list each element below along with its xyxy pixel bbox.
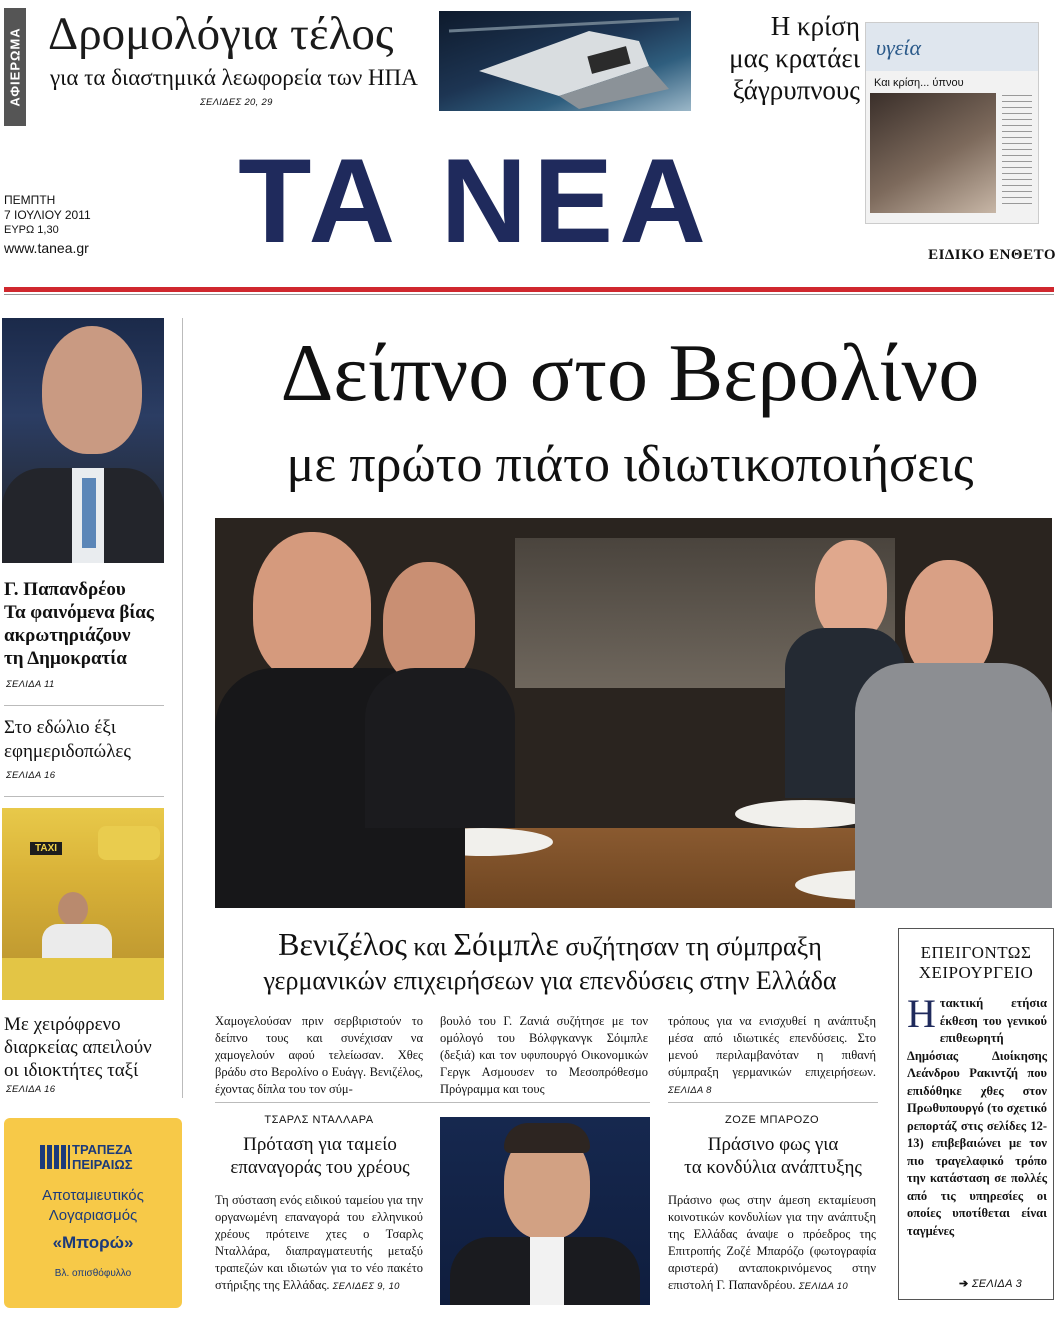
bedroom-photo [870, 93, 996, 213]
urgent-title: ΕΠΕΙΓΟΝΤΩΣ ΧΕΙΡΟΥΡΓΕΙΟ [918, 943, 1034, 982]
dinner-photo[interactable] [215, 518, 1052, 908]
sidebar-divider [4, 705, 164, 706]
masthead-rule-thin [4, 294, 1054, 295]
sidebar-divider [4, 796, 164, 797]
edition-day: ΠΕΜΠΤΗ [4, 193, 56, 207]
barroso-page: ΣΕΛΙΔΑ 10 [798, 1281, 848, 1292]
insert-thumbnail[interactable] [865, 22, 1039, 224]
papandreou-name: Γ. Παπανδρέου [4, 579, 126, 600]
lead-col-3: τρόπους για να ενισχυθεί η ανάπτυξη μέσα από ιδιωτικές επενδύσεις. Στο μενού περιλαμβανόταν η πιθανή σύμπραξη γερμανικών επιχειρήσεων. ΣΕΛΙΔΑ 8 [668, 1014, 876, 1096]
ad-account-name: «Μπορώ» [52, 1233, 134, 1252]
arrow-right-icon: ➔ [959, 1278, 969, 1290]
feature-title[interactable]: Δρομολόγια τέλος [48, 8, 394, 60]
lead-divider [668, 1102, 878, 1103]
insert-teaser[interactable]: Η κρίση μας κρατάει ξάγρυπνους [729, 11, 860, 105]
taxi-story[interactable]: Με χειρόφρενο διαρκείας απειλούν οι ιδιοκτήτες ταξί [4, 1014, 152, 1081]
papandreou-story[interactable]: Γ. Παπανδρέου Τα φαινόμενα βίας ακρωτηριάζουν τη Δημοκρατία [4, 578, 174, 670]
dallara-body: Τη σύσταση ενός ειδικού ταμείου για την οργανωμένη επαναγορά του ελληνικού χρέους πρότεινε χτες ο Τσαρλς Νταλλάρα, διαπραγματευτής μεταξύ τραπεζών και ιδιωτών για το νέο πακέτο στήριξης της Ελλάδας. ΣΕΛΙΔΕΣ 9, 10 [215, 1193, 423, 1292]
dropcap: Η [907, 991, 936, 1036]
bank-logo-icon [40, 1145, 70, 1169]
sidebar-column-rule [182, 318, 183, 1098]
ad-note: Βλ. οπισθόφυλλο [54, 1268, 132, 1279]
bank-name: ΤΡΑΠΕΖΑ ΠΕΙΡΑΙΩΣ [72, 1142, 133, 1172]
feature-pages: ΣΕΛΙΔΕΣ 20, 29 [200, 97, 273, 108]
barroso-photo[interactable] [440, 1117, 650, 1305]
dallara-title[interactable]: Πρόταση για ταμείο επαναγοράς του χρέους [230, 1134, 410, 1178]
insert-headline: Και κρίση... ύπνου [874, 77, 964, 89]
masthead-rule [4, 287, 1054, 292]
edition-info [4, 193, 91, 258]
edition-price: ΕΥΡΩ 1,30 [4, 224, 59, 236]
urgent-body: Η τακτική ετήσια έκθεση του γενικού επιθεωρητή Δημόσιας Διοίκησης Λεάνδρου Ρακιντζή που επιδόθηκε χθες στον Πρωθυπουργό (το σχετικό ρεπορτάζ στις σελίδες 12-13) επιβεβαιώνει με τον πιο τραγελαφικό τρόπο την κατάσταση σε πολλές από τις υπηρεσίες οι οποίες υποτίθεται είναι ταγμένες [907, 991, 1047, 1238]
papandreou-photo[interactable] [2, 318, 164, 563]
taxi-page: ΣΕΛΙΔΑ 16 [6, 1084, 56, 1095]
newspaper-logo[interactable]: ΤΑ ΝΕΑ [238, 134, 712, 268]
urgent-page: ➔ ΣΕΛΙΔΑ 3 [959, 1278, 1023, 1290]
urgent-box[interactable] [898, 928, 1054, 1300]
lead-col-1: Χαμογελούσαν πριν σερβιριστούν το δείπνο τους και συνέχισαν να χαμογελούν αφού τελείωσαν. Χθες βράδυ στο Βερολίνο ο Ευάγγ. Βενιζέλος, έχοντας δίπλα του τον σύμ- [215, 1014, 423, 1096]
lead-title[interactable]: Βενιζέλος και Σόιμπλε συζήτησαν τη σύμπραξη γερμανικών επιχειρήσεων για επενδύσεις στην Ελλάδα [263, 926, 837, 995]
feature-subtitle: για τα διαστημικά λεωφορεία των ΗΠΑ [50, 65, 418, 90]
bank-ad[interactable] [4, 1118, 182, 1308]
dallara-kicker: ΤΣΑΡΛΣ ΝΤΑΛΛΑΡΑ [264, 1114, 374, 1126]
papandreou-page: ΣΕΛΙΔΑ 11 [6, 679, 55, 690]
barroso-kicker: ΖΟΖΕ ΜΠΑΡΟΖΟ [725, 1114, 819, 1126]
kiosks-story[interactable]: Στο εδώλιο έξι εφημεριδοπώλες [4, 717, 131, 762]
ad-product: Αποταμιευτικός Λογαριασμός [42, 1187, 144, 1224]
section-tag: ΑΦΙΕΡΩΜΑ [4, 8, 26, 126]
dallara-page: ΣΕΛΙΔΕΣ 9, 10 [332, 1281, 400, 1292]
shuttle-photo [439, 11, 691, 111]
lead-page: ΣΕΛΙΔΑ 8 [668, 1085, 712, 1096]
main-subheadline[interactable]: με πρώτο πιάτο ιδιωτικοποιήσεις [286, 436, 974, 493]
magazine-name: υγεία [876, 35, 922, 60]
space-shuttle-icon [439, 11, 691, 111]
insert-label: ΕΙΔΙΚΟ ΕΝΘΕΤΟ [928, 247, 1056, 263]
taxi-photo[interactable] [2, 808, 164, 1000]
taxi-sign: TAXI [30, 842, 62, 855]
lead-col-2: βουλό του Γ. Ζανιά συζήτησε με τον ομόλογό του Βόλφγκανγκ Σόιμπλε (δεξιά) και τον υφυπουργό Οικονομικών Γεργκ Ασμουσεν το Μεσοπρόθεσμο Πρόγραμμα και τους [440, 1014, 648, 1096]
edition-date: 7 ΙΟΥΛΙΟΥ 2011 [4, 208, 91, 222]
website-link[interactable]: www.tanea.gr [4, 240, 89, 256]
barroso-body: Πράσινο φως στην άμεση εκταμίευση κοινοτικών κονδυλίων για την ανάπτυξη της Ελλάδας άναψε ο πρόεδρος της Επιτροπής Ζοζέ Μπαρόζο (φωτογραφία αριστερά) ανταποκρινόμενος στην επιστολή Γ. Παπανδρέου. ΣΕΛΙΔΑ 10 [668, 1193, 876, 1292]
main-headline[interactable]: Δείπνο στο Βερολίνο [280, 327, 980, 418]
barroso-title[interactable]: Πράσινο φως για τα κονδύλια ανάπτυξης [684, 1134, 862, 1178]
lead-divider [215, 1102, 650, 1103]
kiosks-page: ΣΕΛΙΔΑ 16 [6, 770, 56, 781]
